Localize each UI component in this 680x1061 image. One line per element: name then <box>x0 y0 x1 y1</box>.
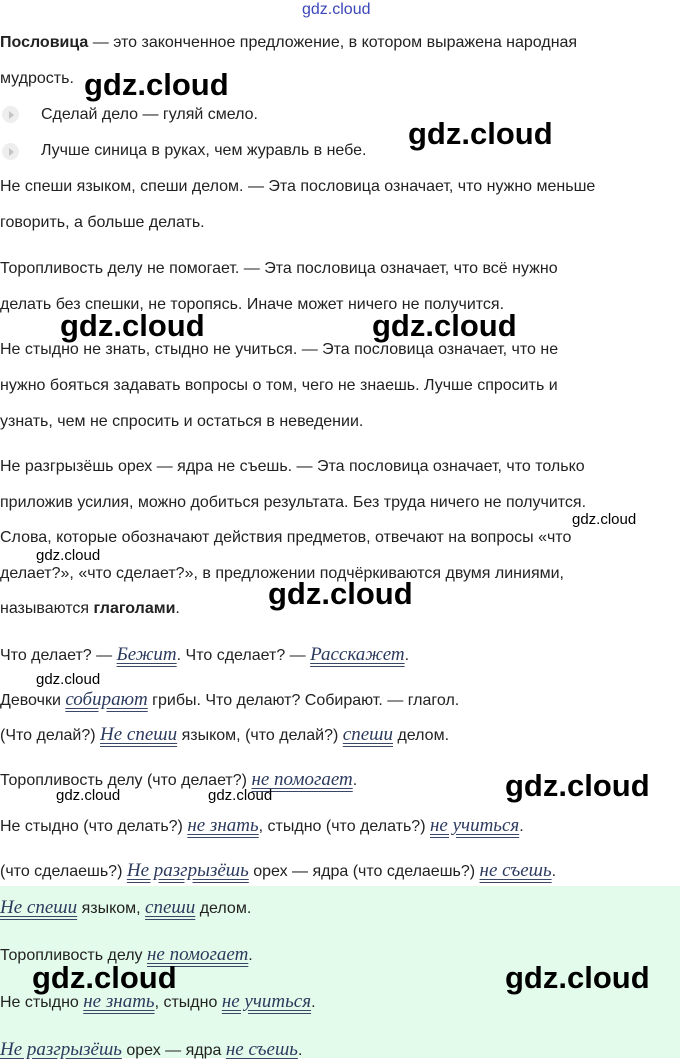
sample-line <box>0 689 459 711</box>
watermark-top: gdz.cloud <box>302 1 371 18</box>
underlined-verb: Не разгрызёшь <box>126 860 249 881</box>
analysis-text: языком, (что делай?) <box>177 727 343 744</box>
underlined-verb: не помогает <box>146 944 249 965</box>
watermark: gdz.cloud <box>84 67 229 102</box>
watermark: gdz.cloud <box>572 511 637 528</box>
answer-text: Торопливость делу <box>0 947 147 964</box>
underlined-verb: собирают <box>65 689 148 710</box>
watermark: gdz.cloud <box>56 787 121 804</box>
analysis-text: . <box>519 818 524 835</box>
watermark: gdz.cloud <box>32 960 177 995</box>
analysis-text: , стыдно (что делать?) <box>258 818 430 835</box>
meaning-line: говорить, а больше делать. <box>0 214 205 231</box>
analysis-text: Не стыдно (что делать?) <box>0 818 188 835</box>
example-item: Сделай дело — гуляй смело. <box>41 106 258 123</box>
analysis-line <box>0 769 357 791</box>
watermark: gdz.cloud <box>408 116 553 151</box>
sample-text: Девочки <box>0 692 66 709</box>
bullet-icon <box>2 106 19 123</box>
meaning-line: Торопливость делу не помогает. — Эта пословица означает, что всё нужно <box>0 260 558 277</box>
watermark: gdz.cloud <box>208 787 273 804</box>
analysis-text: орех — ядра (что сделаешь?) <box>248 863 480 880</box>
watermark: gdz.cloud <box>505 960 650 995</box>
answer-text: . <box>297 1042 303 1059</box>
underlined-verb: Бежит <box>116 644 177 665</box>
term-verbs: глаголами <box>93 600 176 617</box>
analysis-text: (что сделаешь?) <box>0 863 127 880</box>
analysis-text: . <box>551 863 557 880</box>
watermark: gdz.cloud <box>505 768 650 803</box>
rule-line: Слова, которые обозначают действия предметов, отвечают на вопросы «что <box>0 529 572 546</box>
meaning-line: узнать, чем не спросить и остаться в неведении. <box>0 413 364 430</box>
rule-line: делает?», «что сделает?», в предложении подчёркиваются двумя линиями, <box>0 565 564 582</box>
analysis-line <box>0 815 524 837</box>
analysis-text: делом. <box>393 727 450 744</box>
meaning-line: нужно бояться задавать вопросы о том, чего не знаешь. Лучше спросить и <box>0 377 558 394</box>
answer-text: орех — ядра <box>121 1042 226 1059</box>
answer-text: языком, <box>77 900 146 917</box>
underlined-verb: Не спеши <box>100 724 178 745</box>
sample-text: . Что сделает? — <box>176 647 311 664</box>
underlined-verb: не съешь <box>225 1039 298 1060</box>
analysis-text: Торопливость делу (что делает?) <box>0 772 252 789</box>
rule-text: . <box>175 600 180 617</box>
underlined-verb: не учиться <box>429 815 520 836</box>
rule-text: называются <box>0 600 94 617</box>
analysis-line <box>0 724 449 746</box>
rule-line <box>0 600 180 618</box>
underlined-verb: не знать <box>83 991 155 1012</box>
underlined-verb: не учиться <box>221 991 312 1012</box>
answer-line <box>0 897 251 919</box>
sample-text: грибы. Что делают? Собирают. — глагол. <box>147 692 460 709</box>
answer-text: , стыдно <box>154 994 222 1011</box>
bullet-icon <box>2 143 19 160</box>
meaning-line: приложив усилия, можно добиться результата. Без труда ничего не получится. <box>0 494 587 511</box>
meaning-line: делать без спешки, не торопясь. Иначе может ничего не получится. <box>0 296 505 313</box>
term-proverb: Пословица <box>0 34 89 51</box>
meaning-line: Не разгрызёшь орех — ядра не съешь. — Эта пословица означает, что только <box>0 458 585 475</box>
underlined-verb: спеши <box>342 724 393 745</box>
underlined-verb: не помогает <box>251 769 353 790</box>
underlined-verb: не знать <box>187 815 259 836</box>
answer-text: . <box>311 994 316 1011</box>
watermark: gdz.cloud <box>36 671 101 688</box>
analysis-text: . <box>352 772 358 789</box>
meaning-line: Не стыдно не знать, стыдно не учиться. — Эта пословица означает, что не <box>0 341 559 358</box>
meaning-line: Не спеши языком, спеши делом. — Эта пословица означает, что нужно меньше <box>0 178 596 195</box>
analysis-text: (Что делай?) <box>0 727 101 744</box>
underlined-verb: Расскажет <box>310 644 405 665</box>
underlined-verb: Не спеши <box>0 897 78 918</box>
definition-line-1 <box>0 34 577 52</box>
watermark: gdz.cloud <box>36 547 101 564</box>
watermark: gdz.cloud <box>268 576 413 611</box>
definition-text: — это законченное предложение, в котором выражена народная <box>88 34 578 51</box>
sample-text: . <box>404 647 410 664</box>
analysis-line <box>0 860 556 882</box>
watermark: gdz.cloud <box>372 308 517 343</box>
sample-line <box>0 644 409 666</box>
example-item: Лучше синица в руках, чем журавль в небе. <box>41 142 367 159</box>
underlined-verb: Не разгрызёшь <box>0 1039 122 1060</box>
underlined-verb: не съешь <box>479 860 552 881</box>
answer-text: делом. <box>195 900 252 917</box>
underlined-verb: спеши <box>145 897 196 918</box>
definition-line-2: мудрость. <box>0 70 74 87</box>
answer-text: Не стыдно <box>0 994 84 1011</box>
answer-text: . <box>248 947 253 964</box>
sample-text: Что делает? — <box>0 647 117 664</box>
watermark: gdz.cloud <box>60 308 205 343</box>
